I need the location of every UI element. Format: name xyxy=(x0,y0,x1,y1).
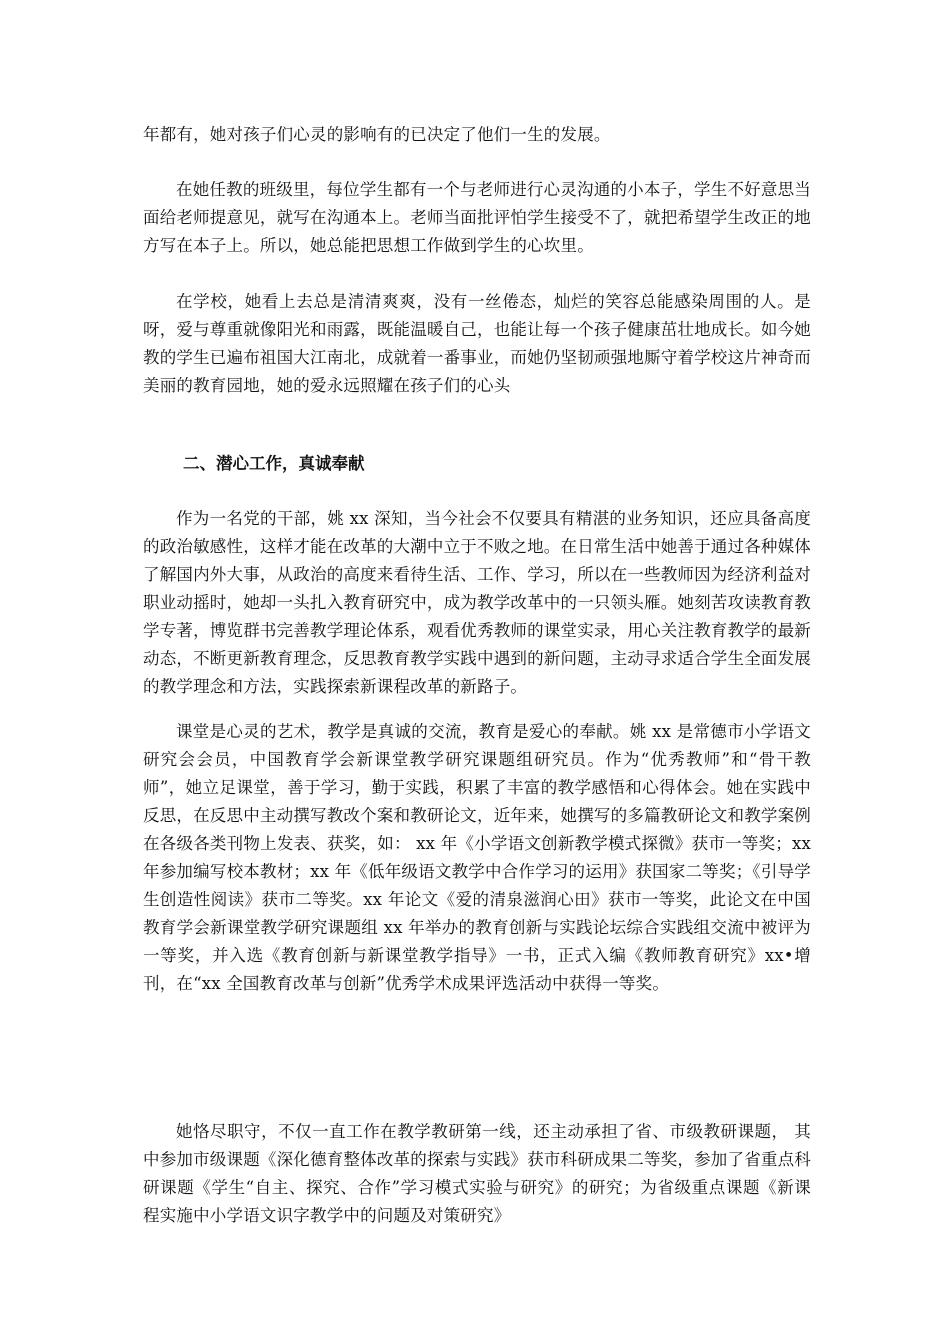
paragraph-6: 她恪尽职守，不仅一直工作在教学教研第一线，还主动承担了省、市级教研课题， 其中参加市级课题《深化德育整体改革的探索与实践》获市科研成果二等奖，参加了省重点科研课题《学生“自主、探究、合作”学习模式实验与研究》的研究；为省级重点课题《新课程实施中小学语文识字教学中的问题及对策研究》 xyxy=(143,1122,811,1225)
section-heading: 二、潜心工作，真诚奉献 xyxy=(183,454,365,473)
paragraph-3: 在学校，她看上去总是清清爽爽，没有一丝倦态，灿烂的笑容总能感染周围的人。是呀，爱与尊重就像阳光和雨露，既能温暖自己，也能让每一个孩子健康茁壮地成长。如今她教的学生已遍布祖国大江南北，成就着一番事业，而她仍坚韧顽强地厮守着学校这片神奇而美丽的教育园地，她的爱永远照耀在孩子们的心头 xyxy=(143,292,811,395)
paragraph-1: 年都有，她对孩子们心灵的影响有的已决定了他们一生的发展。 xyxy=(143,125,611,144)
paragraph-4: 作为一名党的干部，姚 xx 深知，当今社会不仅要具有精湛的业务知识，还应具备高度的政治敏感性，这样才能在改革的大潮中立于不败之地。在日常生活中她善于通过各种媒体了解国内外大事，从政治的高度来看待生活、工作、学习，所以在一些教师因为经济利益对职业动摇时，她却一头扎入教育研究中，成为教学改革中的一只领头雁。她刻苦攻读教育教学专著，博览群书完善教学理论体系，观看优秀教师的课堂实录，用心关注教育教学的最新动态，不断更新教育理念，反思教育教学实践中遇到的新问题，主动寻求适合学生全面发展的教学理念和方法，实践探索新课程改革的新路子。 xyxy=(143,509,811,696)
paragraph-2: 在她任教的班级里，每位学生都有一个与老师进行心灵沟通的小本子，学生不好意思当面给老师提意见，就写在沟通本上。老师当面批评怕学生接受不了，就把希望学生改正的地方写在本子上。所以，她总能把思想工作做到学生的心坎里。 xyxy=(143,180,811,255)
paragraph-5: 课堂是心灵的艺术，教学是真诚的交流，教育是爱心的奉献。姚 xx 是常德市小学语文研究会会员，中国教育学会新课堂教学研究课题组研究员。作为“优秀教师”和“骨干教师”，她立足课堂，善于学习，勤于实践，积累了丰富的教学感悟和心得体会。她在实践中反思，在反思中主动撰写教改个案和教研论文，近年来，她撰写的多篇教研论文和教学案例在各级各类刊物上发表、获奖，如： xx 年《小学语文创新教学模式探微》获市一等奖；xx 年参加编写校本教材；xx 年《低年级语文教学中合作学习的运用》获国家二等奖；《引导学生创造性阅读》获市二等奖。xx 年论文《爱的清泉滋润心田》获市一等奖，此论文在中国教育学会新课堂教学研究课题组 xx 年举办的教育创新与实践论坛综合实践组交流中被评为一等奖，并入选《教育创新与新课堂教学指导》一书，正式入编《教师教育研究》xx•增刊，在“xx 全国教育改革与创新”优秀学术成果评选活动中获得一等奖。 xyxy=(143,722,811,993)
